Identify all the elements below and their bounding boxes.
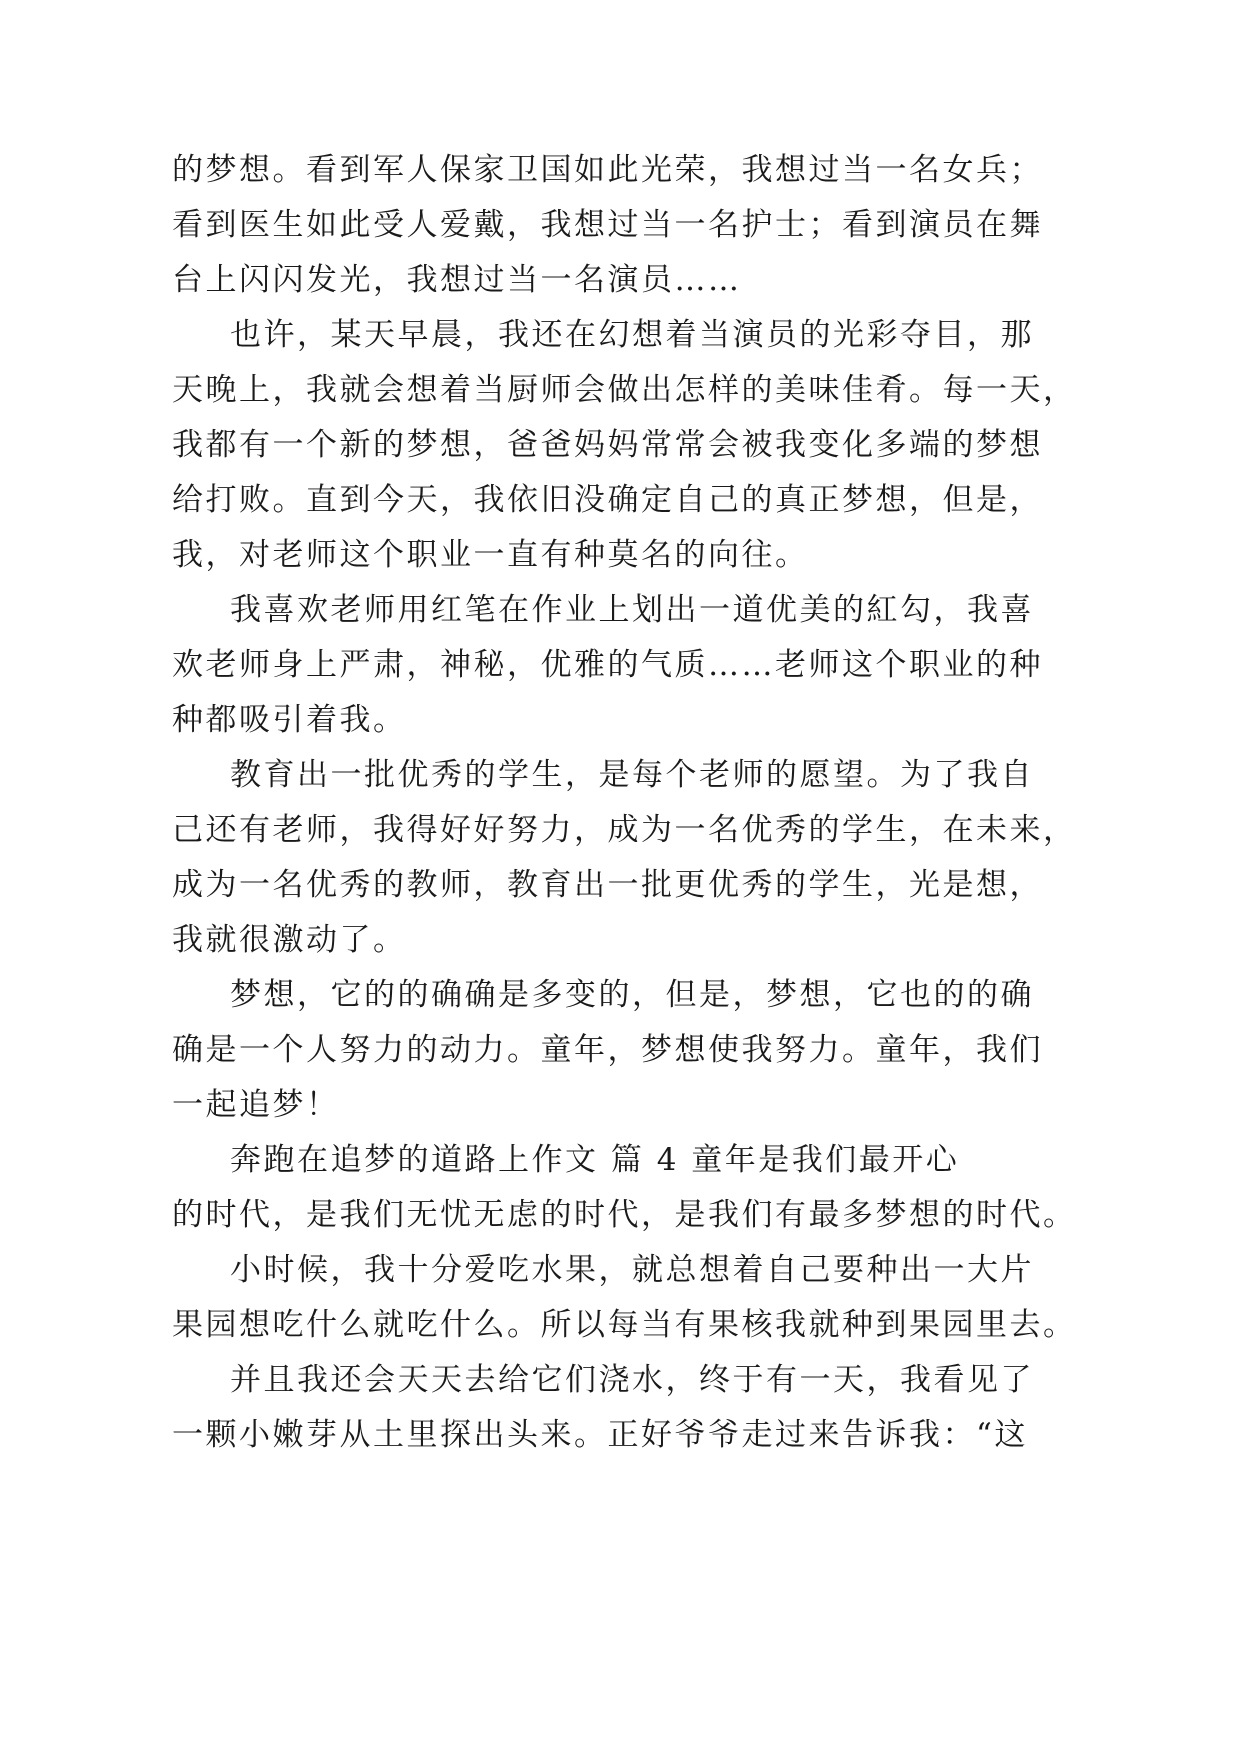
text-line: 成为一名优秀的教师，教育出一批更优秀的学生，光是想， (172, 867, 1043, 903)
text-line: 一颗小嫩芽从土里探出头来。正好爷爷走过来告诉我：“这 (172, 1417, 1028, 1453)
text-line: 台上闪闪发光，我想过当一名演员…… (172, 262, 742, 298)
text-line: 确是一个人努力的动力。童年，梦想使我努力。童年，我们 (172, 1032, 1043, 1068)
text-line: 并且我还会天天去给它们浇水，终于有一天，我看见了 (230, 1362, 1034, 1398)
text-line: 我都有一个新的梦想，爸爸妈妈常常会被我变化多端的梦想 (172, 427, 1043, 463)
text-line: 给打败。直到今天，我依旧没确定自己的真正梦想，但是， (172, 482, 1043, 518)
text-line: 看到医生如此受人爱戴，我想过当一名护士；看到演员在舞 (172, 207, 1043, 243)
text-line: 我，对老师这个职业一直有种莫名的向往。 (172, 537, 809, 573)
text-line: 的时代，是我们无忧无虑的时代，是我们有最多梦想的时代。 (172, 1197, 1077, 1233)
text-line: 一起追梦！ (172, 1087, 340, 1123)
text-line: 梦想，它的的确确是多变的，但是，梦想，它也的的确 (230, 977, 1034, 1013)
text-line: 小时候，我十分爱吃水果，就总想着自己要种出一大片 (230, 1252, 1034, 1288)
text-line: 我喜欢老师用红笔在作业上划出一道优美的紅勾，我喜 (230, 592, 1034, 628)
text-line: 种都吸引着我。 (172, 702, 407, 738)
text-line: 也许，某天早晨，我还在幻想着当演员的光彩夺目，那 (230, 317, 1034, 353)
text-line: 欢老师身上严肃，神秘，优雅的气质……老师这个职业的种 (172, 647, 1043, 683)
text-line: 己还有老师，我得好好努力，成为一名优秀的学生，在未来， (172, 812, 1077, 848)
text-line: 奔跑在追梦的道路上作文 篇 4 童年是我们最开心 (230, 1142, 960, 1178)
text-line: 天晚上，我就会想着当厨师会做出怎样的美味佳肴。每一天， (172, 372, 1077, 408)
text-line: 的梦想。看到军人保家卫国如此光荣，我想过当一名女兵； (172, 152, 1043, 188)
text-line: 我就很激动了。 (172, 922, 407, 958)
text-line: 果园想吃什么就吃什么。所以每当有果核我就种到果园里去。 (172, 1307, 1077, 1343)
text-line: 教育出一批优秀的学生，是每个老师的愿望。为了我自 (230, 757, 1034, 793)
